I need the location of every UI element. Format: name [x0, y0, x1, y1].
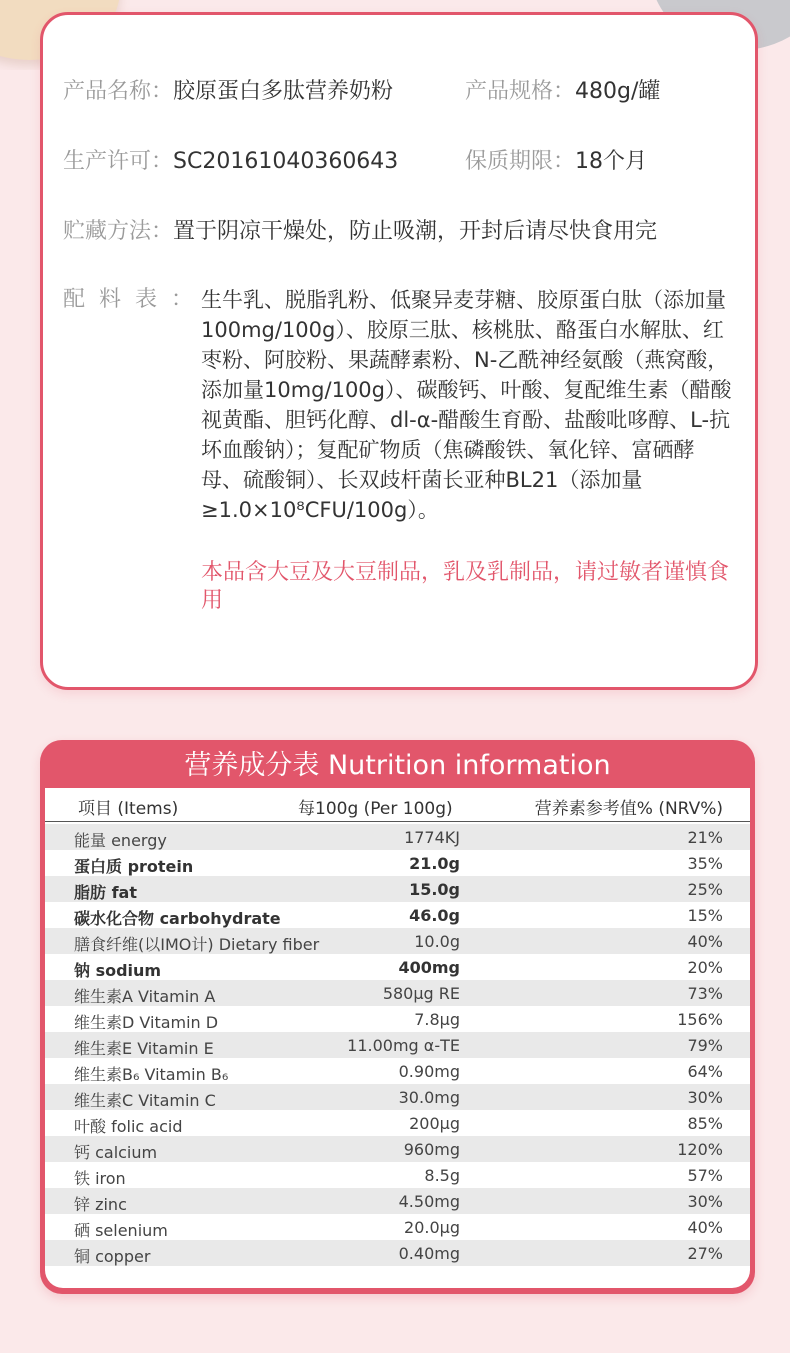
table-row: [45, 1162, 750, 1188]
nutrient-amount: 1774KJ: [404, 828, 460, 847]
nutrient-amount: 10.0g: [414, 932, 460, 951]
nutrient-name: 碳水化合物 carbohydrate: [74, 909, 281, 928]
license-label: 生产许可：: [63, 149, 174, 174]
nutrient-name: 叶酸 folic acid: [74, 1117, 183, 1136]
nutrient-nrv: 156%: [677, 1010, 723, 1029]
table-row: [45, 1214, 750, 1240]
table-row: [45, 850, 750, 876]
nutrient-nrv: 57%: [687, 1166, 723, 1185]
product-name-value: 胶原蛋白多肽营养奶粉: [173, 79, 394, 104]
product-name-label: 产品名称：: [63, 79, 174, 104]
table-row: [45, 1058, 750, 1084]
table-row: [45, 1006, 750, 1032]
nutrient-amount: 11.00mg α-TE: [347, 1036, 460, 1055]
shelf-life-value: 18个月: [575, 149, 648, 174]
nutrient-amount: 960mg: [403, 1140, 460, 1159]
nutrition-table-header: [45, 788, 750, 822]
table-row: [45, 954, 750, 980]
nutrient-nrv: 120%: [677, 1140, 723, 1159]
nutrition-title: 营养成分表 Nutrition information: [184, 750, 611, 781]
storage-row: [63, 217, 657, 247]
storage-value: 置于阴凉干燥处，防止吸潮，开封后请尽快食用完: [173, 219, 658, 244]
nutrient-amount: 4.50mg: [398, 1192, 460, 1211]
nutrient-nrv: 21%: [687, 828, 723, 847]
nutrient-name: 能量 energy: [74, 831, 167, 850]
table-row: [45, 980, 750, 1006]
nutrient-amount: 21.0g: [409, 854, 460, 873]
ingredients-text: 生牛乳、脱脂乳粉、低聚异麦芽糖、胶原蛋白肽（添加量100mg/100g）、胶原三肽、核桃肽、酪蛋白水解肽、红枣粉、阿胶粉、果蔬酵素粉、N-乙酰神经氨酸（燕窝酸，添加量10mg/100g）、碳酸钙、叶酸、复配维生素（醋酸视黄酯、胆钙化醇、dl-α-醋酸生育酚、盐酸吡哆醇、L-抗坏血酸钠）；复配矿物质（焦磷酸铁、氧化锌、富硒酵母、硫酸铜）、长双歧杆菌长亚种BL21（添加量≥1.0×10⁸CFU/100g）。: [201, 288, 732, 522]
table-row: [45, 1110, 750, 1136]
nutrient-name: 铜 copper: [74, 1247, 151, 1266]
shelf-life-row: [465, 147, 647, 177]
table-row: [45, 1084, 750, 1110]
nutrient-name: 锌 zinc: [74, 1195, 127, 1214]
product-spec-value: 480g/罐: [575, 79, 661, 104]
nutrient-nrv: 30%: [687, 1192, 723, 1211]
shelf-life-label: 保质期限：: [465, 149, 576, 174]
table-row: [45, 1240, 750, 1266]
nutrient-name: 铁 iron: [74, 1169, 126, 1188]
nutrient-name: 维生素A Vitamin A: [74, 987, 216, 1006]
nutrient-name: 维生素E Vitamin E: [74, 1039, 214, 1058]
nutrient-amount: 15.0g: [409, 880, 460, 899]
nutrient-amount: 0.40mg: [398, 1244, 460, 1263]
nutrient-nrv: 35%: [687, 854, 723, 873]
nutrient-nrv: 40%: [687, 932, 723, 951]
table-row: [45, 928, 750, 954]
nutrient-nrv: 64%: [687, 1062, 723, 1081]
nutrition-table: [45, 788, 750, 1288]
allergen-warning: 本品含大豆及大豆制品，乳及乳制品，请过敏者谨慎食用: [201, 560, 730, 613]
nutrient-name: 钙 calcium: [74, 1143, 158, 1162]
nutrient-nrv: 27%: [687, 1244, 723, 1263]
nutrient-nrv: 30%: [687, 1088, 723, 1107]
nutrient-amount: 20.0μg: [404, 1218, 460, 1237]
nutrient-name: 钠 sodium: [74, 961, 162, 980]
nutrient-nrv: 85%: [687, 1114, 723, 1133]
nutrient-name: 膳食纤维(以IMO计) Dietary fiber: [74, 935, 320, 954]
table-row: [45, 1032, 750, 1058]
license-row: [63, 147, 398, 177]
nutrient-name: 维生素C Vitamin C: [74, 1091, 216, 1110]
license-value: SC20161040360643: [173, 149, 399, 174]
nutrient-nrv: 73%: [687, 984, 723, 1003]
nutrient-amount: 0.90mg: [398, 1062, 460, 1081]
nutrient-name: 脂肪 fat: [74, 883, 137, 902]
nutrient-name: 硒 selenium: [74, 1221, 168, 1240]
nutrition-rows: [45, 824, 750, 1266]
nutrient-nrv: 79%: [687, 1036, 723, 1055]
nutrition-card: [40, 740, 755, 1294]
product-spec-row: [465, 77, 660, 107]
nutrient-nrv: 15%: [687, 906, 723, 925]
nutrient-nrv: 40%: [687, 1218, 723, 1237]
nutrient-amount: 400mg: [398, 958, 460, 977]
nutrient-amount: 8.5g: [424, 1166, 460, 1185]
nutrient-amount: 7.8μg: [414, 1010, 460, 1029]
header-nrv: 营养素参考值% (NRV%): [534, 799, 723, 819]
storage-label: 贮藏方法：: [63, 219, 174, 244]
product-info-card: [40, 12, 758, 690]
table-row: [45, 1136, 750, 1162]
table-row: [45, 902, 750, 928]
nutrient-amount: 200μg: [409, 1114, 460, 1133]
nutrient-nrv: 20%: [687, 958, 723, 977]
table-row: [45, 876, 750, 902]
product-name-row: [63, 77, 393, 107]
nutrient-amount: 30.0mg: [398, 1088, 460, 1107]
header-items: 项目 (Items): [78, 799, 179, 819]
product-spec-label: 产品规格：: [465, 79, 576, 104]
table-row: [45, 1188, 750, 1214]
header-per-100g: 每100g (Per 100g): [298, 799, 453, 819]
ingredients-label: 配料表：: [63, 287, 208, 312]
nutrient-amount: 580μg RE: [382, 984, 460, 1003]
nutrient-name: 维生素B₆ Vitamin B₆: [74, 1065, 229, 1084]
nutrient-name: 维生素D Vitamin D: [74, 1013, 219, 1032]
nutrient-amount: 46.0g: [409, 906, 460, 925]
nutrient-nrv: 25%: [687, 880, 723, 899]
nutrient-name: 蛋白质 protein: [74, 857, 194, 876]
table-row: [45, 824, 750, 850]
